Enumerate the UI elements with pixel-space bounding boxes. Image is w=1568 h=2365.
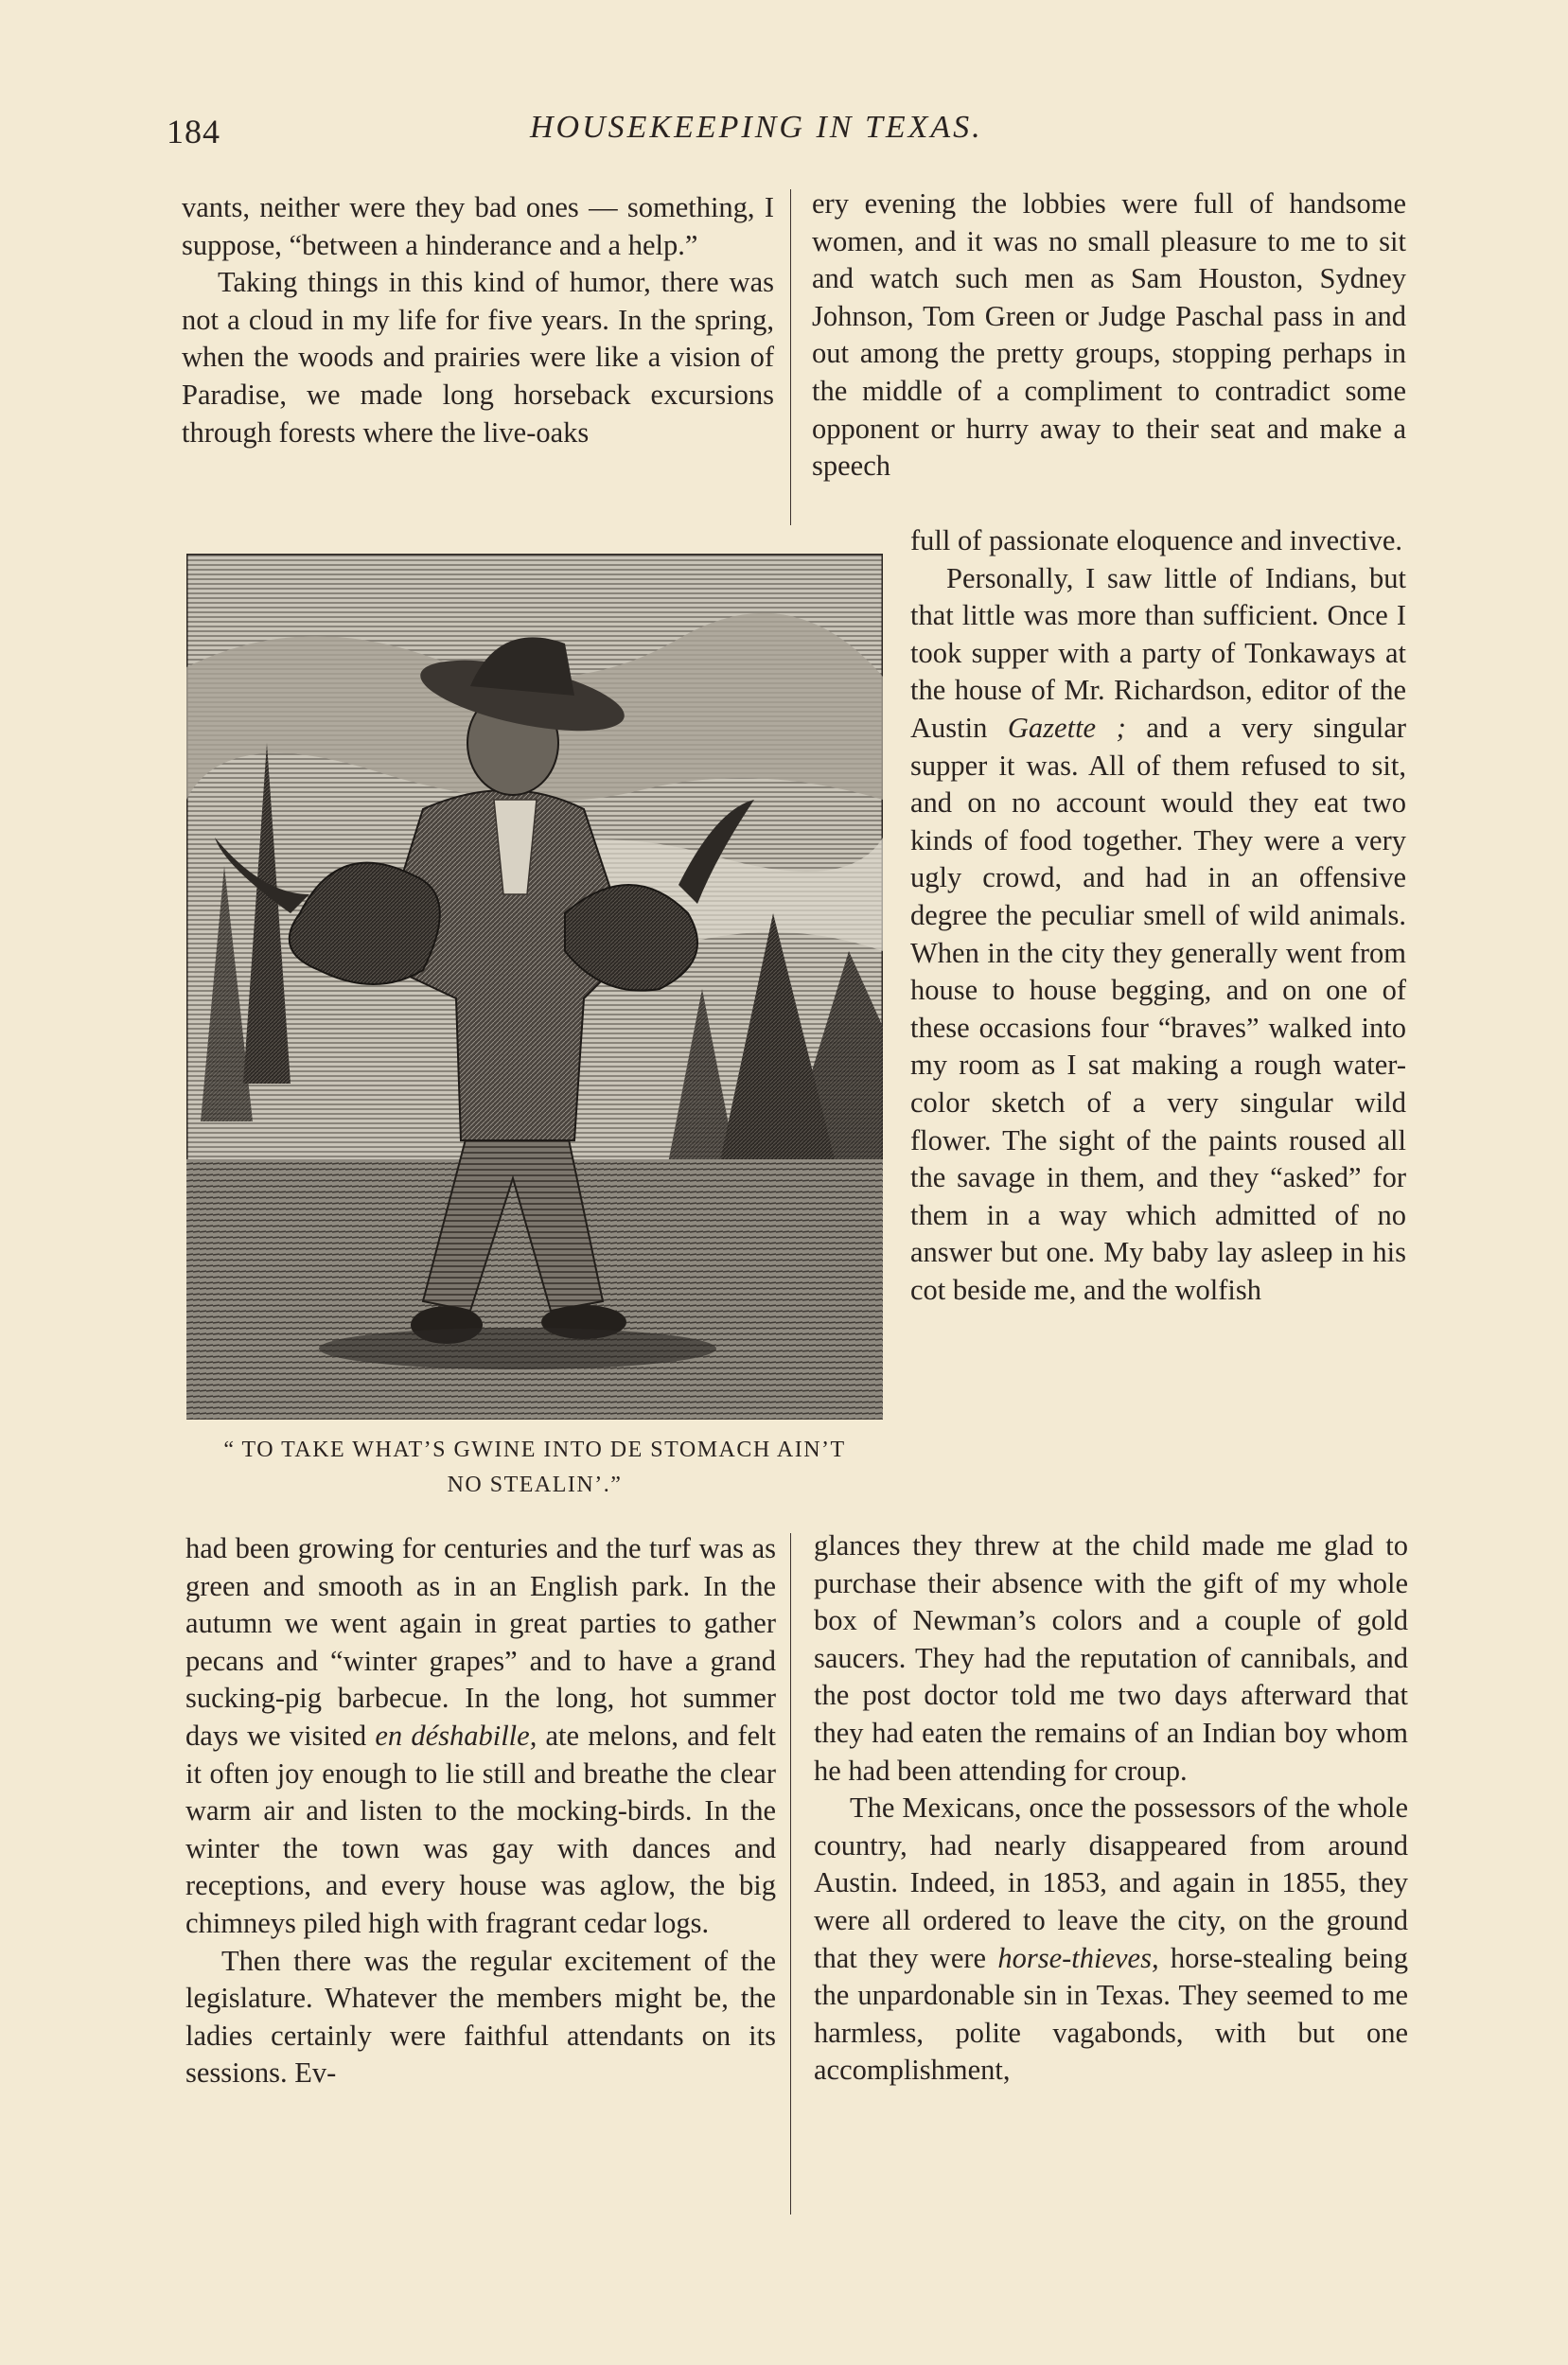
paragraph	[910, 560, 1406, 1310]
paragraph: full of passionate eloquence and invective.	[910, 524, 1403, 556]
text-run: had been growing for centuries and the turf was as green and smooth as in an English park. In the autumn we went again in great parties to gather pecans and “winter grapes” and to have a grand sucking-pig barbecue. In the long, hot summer days we visited	[185, 1532, 776, 1752]
right-column-mid	[910, 522, 1406, 1309]
paragraph: Taking things in this kind of humor, there was not a cloud in my life for five years. In the spring, when the woods and prairies were like a vision of Paradise, we made long horseback excursions through forests where the live-oaks	[182, 266, 774, 449]
paragraph: Then there was the regular excitement of the legislature. Whatever the members might be, the ladies certainly were faithful attendants on its sessions. Ev-	[185, 1944, 776, 2090]
paragraph: vants, neither were they bad ones — something, I suppose, “between a hinderance and a help.”	[182, 191, 774, 261]
left-column-bottom	[185, 1530, 776, 2092]
left-column-top	[182, 189, 774, 451]
text-run: The Mexicans, once the possessors of the whole country, had nearly disappeared from around Austin. Indeed, in 1853, and again in 1855, they were all ordered to leave the city, on the ground that they were	[814, 1791, 1408, 1974]
running-head: HOUSEKEEPING IN TEXAS.	[530, 110, 983, 145]
italic-run: en déshabille,	[375, 1719, 537, 1752]
italic-run: horse-thieves,	[997, 1941, 1159, 1974]
caption-line: “ TO TAKE WHAT’S GWINE INTO DE STOMACH AIN’T	[223, 1438, 846, 1462]
paragraph	[814, 1790, 1408, 2090]
text-run: Personally, I saw little of Indians, but that little was more than sufficient. Once I took supper with a party of Tonkaways at the house of Mr. Richardson, editor of the Austin	[910, 561, 1406, 744]
right-column-bottom	[814, 1527, 1408, 2090]
engraving-illustration	[186, 554, 883, 1420]
page-number: 184	[167, 113, 220, 150]
figure-shadow	[319, 1328, 716, 1369]
column-rule	[790, 189, 791, 525]
paragraph: ery evening the lobbies were full of handsome women, and it was no small pleasure to me to sit and watch such men as Sam Houston, Sydney Johnson, Tom Green or Judge Paschal pass in and out among the pretty groups, stopping perhaps in the middle of a compliment to contradict some opponent or hurry away to their seat and make a speech	[812, 187, 1406, 483]
italic-run: Gazette ;	[1007, 711, 1126, 744]
text-run: and a very singular supper it was. All of them refused to sit, and on no account would they eat two kinds of food together. They were a very ugly crowd, and had in an offensive degree the peculiar smell of wild animals. When in the city they generally went from house to house begging, and on one of these occasions four “braves” walked into my room as I sat making a rough water-color sketch of a very singular wild flower. The sight of the paints roused all the savage in them, and they “asked” for them in a way which admitted of no answer but one. My baby lay asleep in his cot beside me, and the wolfish	[910, 711, 1407, 1306]
text-run: horse-stealing being the unpardonable sin in Texas. They seemed to me harmless, polite vagabonds, with but one accomplishment,	[814, 1941, 1408, 2087]
illustration-caption	[170, 1433, 899, 1503]
right-column-top	[812, 185, 1406, 485]
paragraph: glances they threw at the child made me glad to purchase their absence with the gift of my whole box of Newman’s colors and a couple of gold saucers. They had the reputation of cannibals, and the post doctor told me two days afterward that they had eaten the remains of an Indian boy whom he had been attending for croup.	[814, 1529, 1408, 1787]
paragraph	[185, 1530, 776, 1943]
text-run: ate melons, and felt it often joy enough to lie still and breathe the clear warm air and listen to the mocking-birds. In the winter the town was gay with dances and receptions, and every house was aglow, the big chimneys piled high with fragrant cedar logs.	[185, 1719, 777, 1939]
column-rule	[790, 1533, 791, 2215]
caption-line: NO STEALIN’.”	[447, 1473, 623, 1497]
